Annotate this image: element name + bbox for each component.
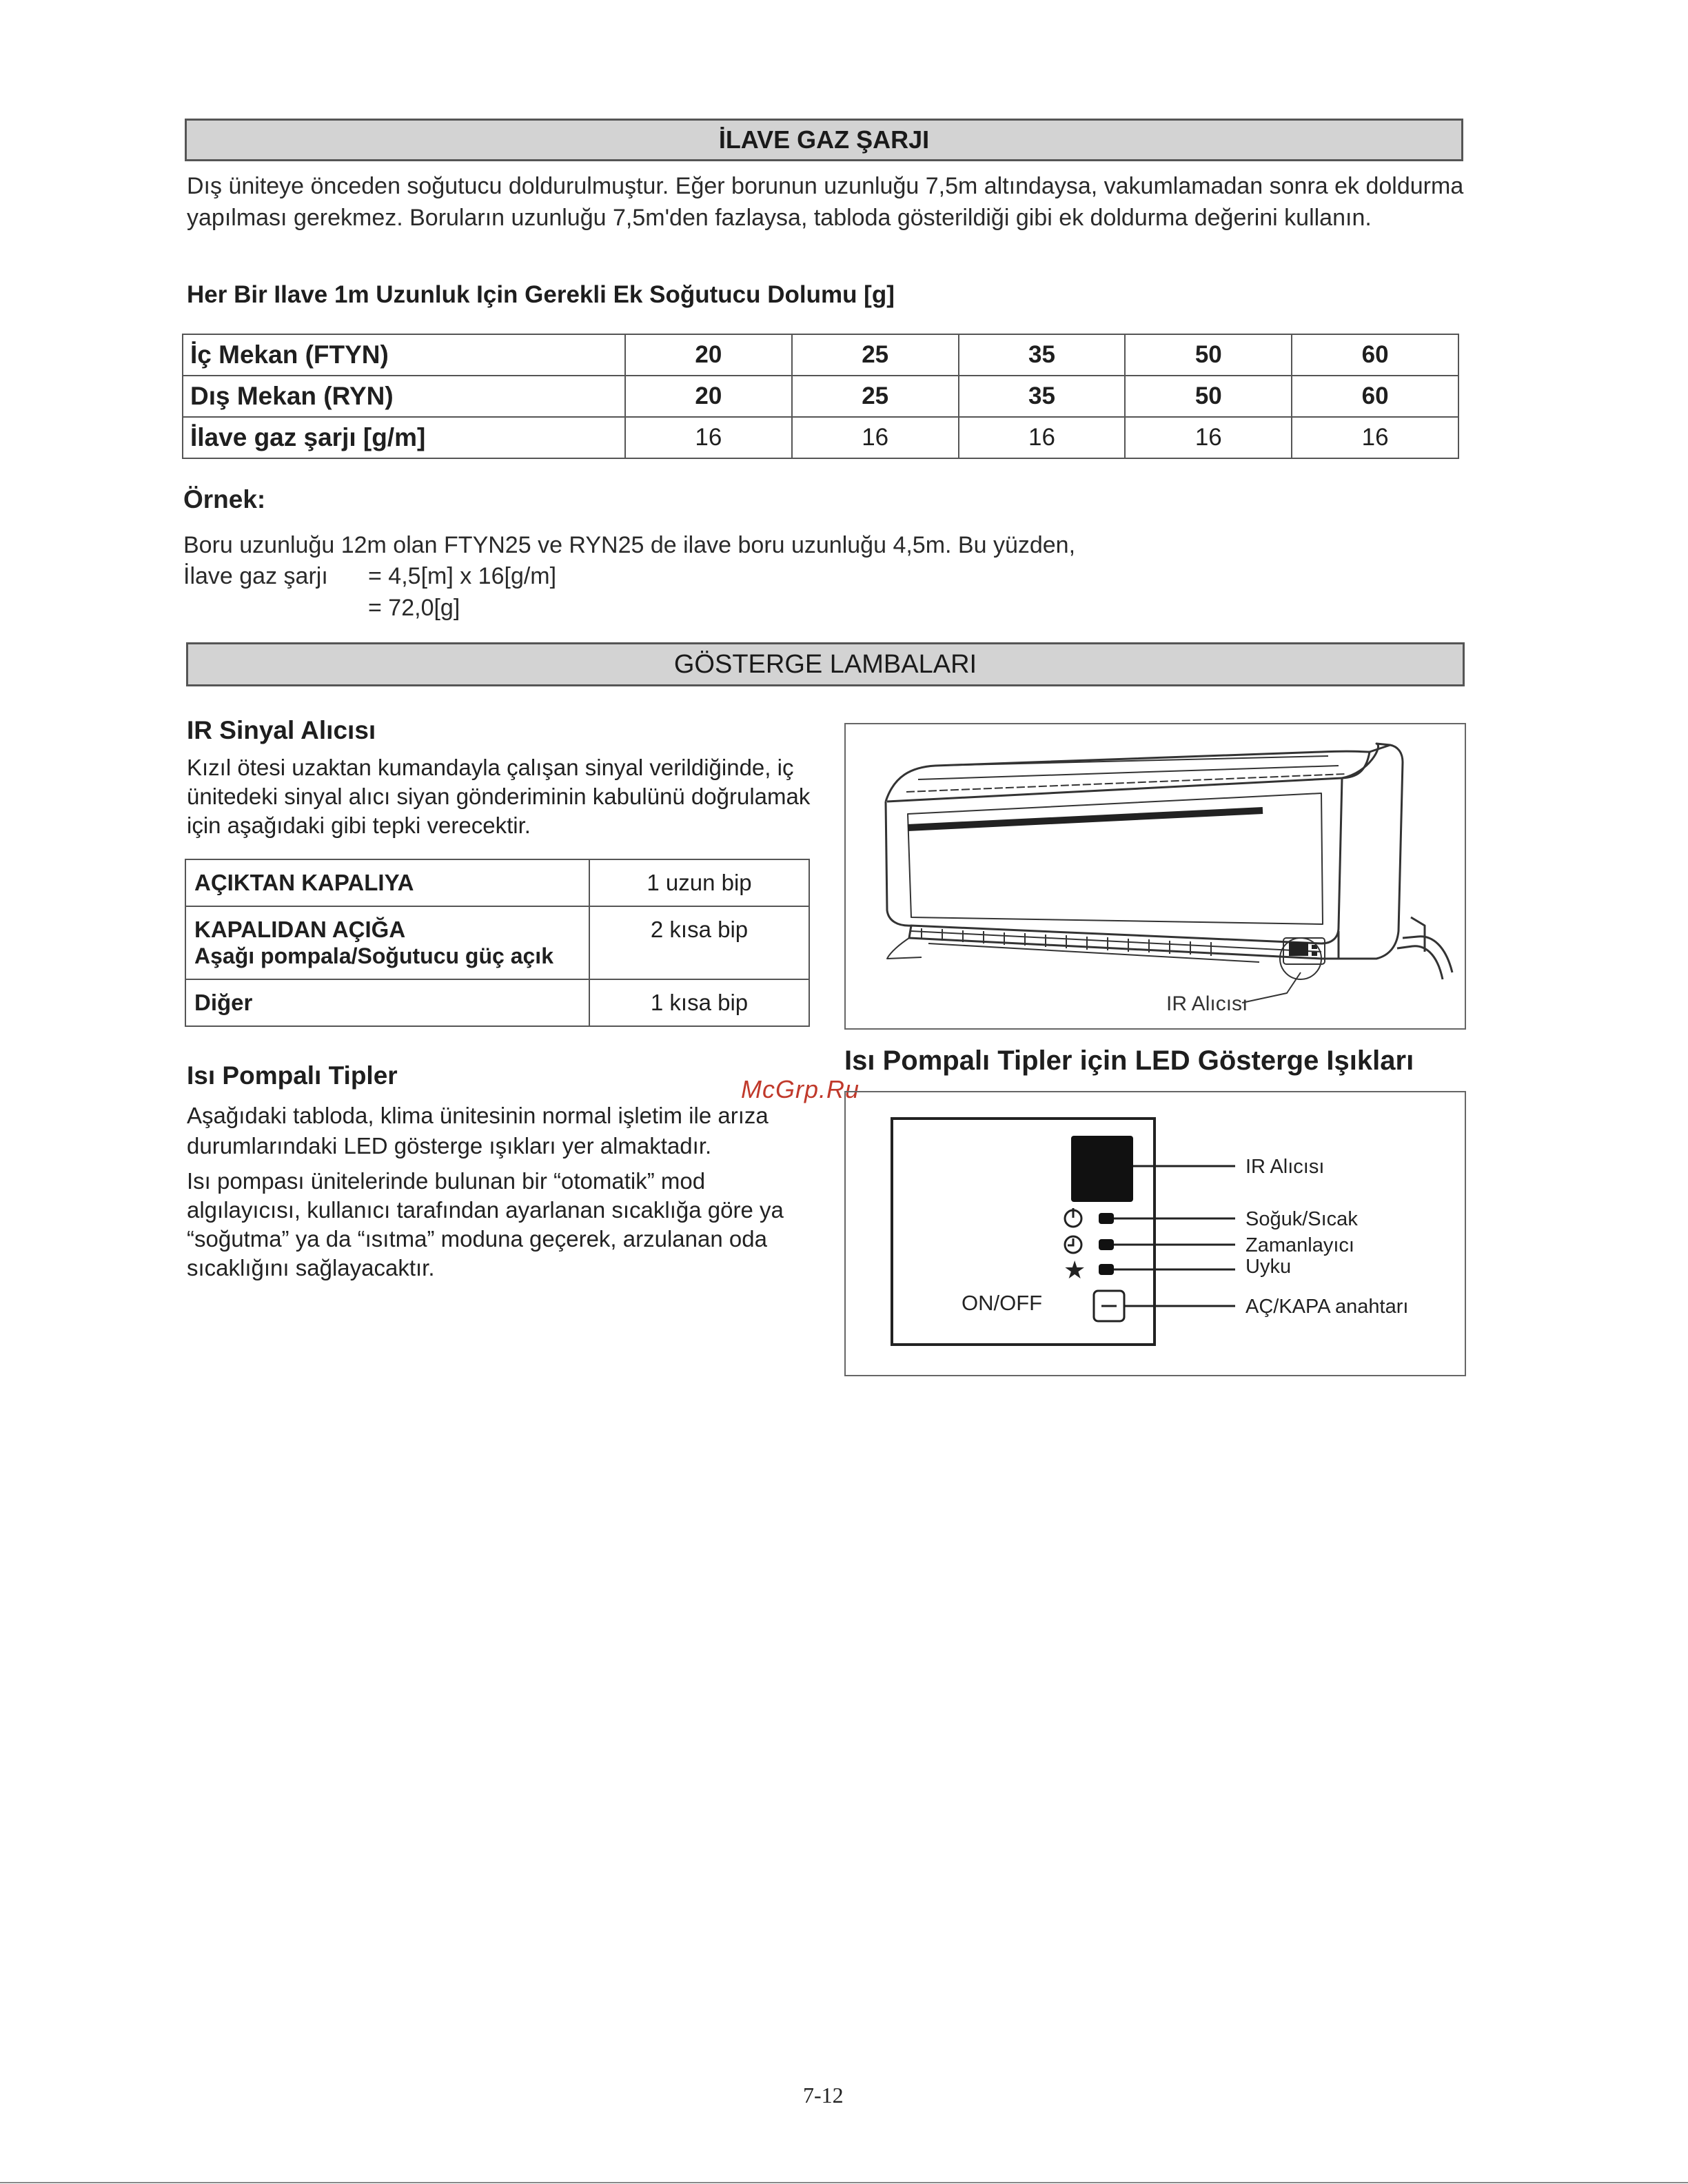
table-cell: 20	[625, 376, 792, 417]
air-conditioner-icon	[846, 724, 1465, 1028]
table-cell: 25	[792, 334, 959, 376]
table-cell: AÇIKTAN KAPALIYA	[185, 859, 589, 906]
table-cell: 60	[1292, 334, 1458, 376]
ir-receiver-title: IR Sinyal Alıcısı	[187, 716, 376, 744]
table-cell: 16	[1125, 417, 1292, 458]
table-cell: 35	[959, 334, 1126, 376]
table-cell: Diğer	[185, 979, 589, 1026]
heat-pump-text-2: Isı pompası ünitelerinde bulunan bir “otomatik” mod algılayıcısı, kullanıcı tarafından ayarlanan sıcaklığa göre ya “soğutma” ya da “ısıtma” moduna geçerek, arzulanan oda sıcaklığını sağlayacaktır.	[187, 1168, 784, 1280]
table-row	[185, 906, 809, 979]
star-icon: ★	[1064, 1256, 1086, 1284]
table-row	[185, 979, 809, 1026]
table-row	[183, 417, 1458, 458]
bottom-divider	[0, 2182, 1688, 2183]
table-cell: 60	[1292, 376, 1458, 417]
ir-window-icon	[1071, 1136, 1133, 1202]
led-label-onoff: ON/OFF	[962, 1291, 1043, 1315]
table-cell: 20	[625, 334, 792, 376]
table-cell: 1 uzun bip	[589, 859, 809, 906]
section-header-gas-charge: İLAVE GAZ ŞARJI	[185, 119, 1463, 161]
section-header-indicator-lamps: GÖSTERGE LAMBALARI	[186, 642, 1465, 686]
table-cell: 25	[792, 376, 959, 417]
table-cell: 50	[1125, 334, 1292, 376]
ir-receiver-text: Kızıl ötesi uzaktan kumandayla çalışan sinyal verildiğinde, iç ünitedeki sinyal alıcı siyan gönderiminin kabulünü doğrulamak için aşağıdaki gibi tepki verecektir.	[187, 755, 811, 838]
heat-pump-text-1: Aşağıdaki tabloda, klima ünitesinin normal işletim ile arıza durumlarındaki LED gösterge ışıkları yer almaktadır.	[187, 1103, 769, 1159]
page-number: 7-12	[803, 2083, 844, 2108]
table-cell: 2 kısa bip	[589, 906, 809, 979]
led-sleep	[1099, 1264, 1114, 1275]
table-caption: Her Bir Ilave 1m Uzunluk Için Gerekli Ek Soğutucu Dolumu [g]	[187, 281, 895, 308]
led-timer	[1099, 1239, 1114, 1250]
example-title: Örnek:	[183, 485, 266, 513]
row-label: İç Mekan (FTYN)	[183, 334, 625, 376]
table-cell: 16	[792, 417, 959, 458]
table-cell: 16	[1292, 417, 1458, 458]
table-cell: 35	[959, 376, 1126, 417]
intro-paragraph: Dış üniteye önceden soğutucu doldurulmuştur. Eğer borunun uzunluğu 7,5m altındaysa, vakumlamadan sonra ek doldurma yapılması gerekmez. Boruların uzunluğu 7,5m'den fazlaysa, tabloda gösterildiği gibi ek doldurma değerini kullanın.	[187, 173, 1464, 231]
led-label-switch: AÇ/KAPA anahtarı	[1245, 1296, 1409, 1318]
example-formula: = 4,5[m] x 16[g/m]	[368, 563, 557, 589]
led-label-timer: Zamanlayıcı	[1245, 1234, 1354, 1256]
table-row	[183, 376, 1458, 417]
led-label-sleep: Uyku	[1245, 1256, 1292, 1278]
row-label: İlave gaz şarjı [g/m]	[183, 417, 625, 458]
heat-pump-title: Isı Pompalı Tipler	[187, 1061, 398, 1090]
table-cell: 50	[1125, 376, 1292, 417]
table-cell: 16	[959, 417, 1126, 458]
ir-receiver-label: IR Alıcısı	[1166, 992, 1248, 1015]
example-result: = 72,0[g]	[368, 595, 460, 621]
example-label: İlave gaz şarjı	[183, 563, 328, 589]
table-row	[185, 859, 809, 906]
led-label-cool-heat: Soğuk/Sıcak	[1245, 1208, 1358, 1230]
led-indicator-title: Isı Pompalı Tipler için LED Gösterge Işıkları	[844, 1045, 1414, 1076]
led-label-ir: IR Alıcısı	[1245, 1156, 1325, 1178]
gas-charge-table	[182, 334, 1459, 459]
indoor-unit-figure	[844, 723, 1466, 1030]
watermark: McGrp.Ru	[741, 1075, 860, 1103]
row-label: Dış Mekan (RYN)	[183, 376, 625, 417]
led-panel-diagram	[846, 1092, 1465, 1375]
example-line-1: Boru uzunluğu 12m olan FTYN25 ve RYN25 de ilave boru uzunluğu 4,5m. Bu yüzden,	[183, 532, 1076, 558]
table-cell: 1 kısa bip	[589, 979, 809, 1026]
table-row	[183, 334, 1458, 376]
led-indicator-figure	[844, 1091, 1466, 1376]
table-cell: KAPALIDAN AÇIĞA Aşağı pompala/Soğutucu güç açık	[185, 906, 589, 979]
table-cell: 16	[625, 417, 792, 458]
ir-response-table	[185, 859, 810, 1027]
led-cool-heat	[1099, 1213, 1114, 1224]
